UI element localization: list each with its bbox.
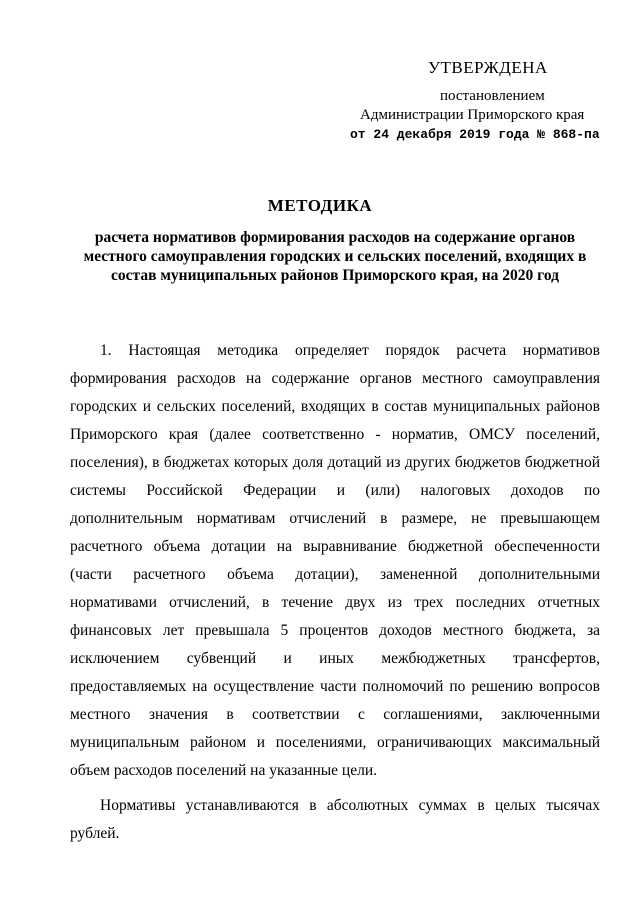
document-subtitle: расчета нормативов формирования расходов на содержание органов местного самоуправления городских и сельских поселений, входящих в состав муниципальных районов Приморского края, на 2020 год	[83, 229, 587, 284]
paragraph-2: Нормативы устанавливаются в абсолютных суммах в целых тысячах рублей.	[70, 797, 600, 842]
document-title: МЕТОДИКА	[267, 196, 373, 215]
approval-line-decree: постановлением	[440, 88, 545, 104]
approval-block	[330, 55, 620, 145]
approval-line-authority: Администрации Приморского края	[360, 107, 585, 123]
approval-line-date-number: от 24 декабря 2019 года № 868-па	[350, 127, 600, 142]
approval-title: УТВЕРЖДЕНА	[428, 58, 548, 77]
paragraph-1: 1. Настоящая методика определяет порядок расчета нормативов формирования расходов на содержание органов местного самоуправления городских и сельских поселений, входящих в состав муниципальных районов Приморского края (далее соответственно - норматив, ОМСУ поселений, поселения), в бюджетах которых доля дотаций из других бюджетов бюджетной системы Российской Федерации и (или) налоговых доходов по дополнительным нормативам отчислений в размере, не превышающем расчетного объема дотации на выравнивание бюджетной обеспеченности (части расчетного объема дотации), замененной дополнительными нормативами отчислений, в течение двух из трех последних отчетных финансовых лет превышала 5 процентов доходов местного бюджета, за исключением субвенций и иных межбюджетных трансфертов, предоставляемых на осуществление части полномочий по решению вопросов местного значения в соответствии с соглашениями, заключенными муниципальным районом и поселениями, ограничивающих максимальный объем расходов поселений на указанные цели.	[70, 342, 600, 779]
document-body	[70, 337, 600, 848]
